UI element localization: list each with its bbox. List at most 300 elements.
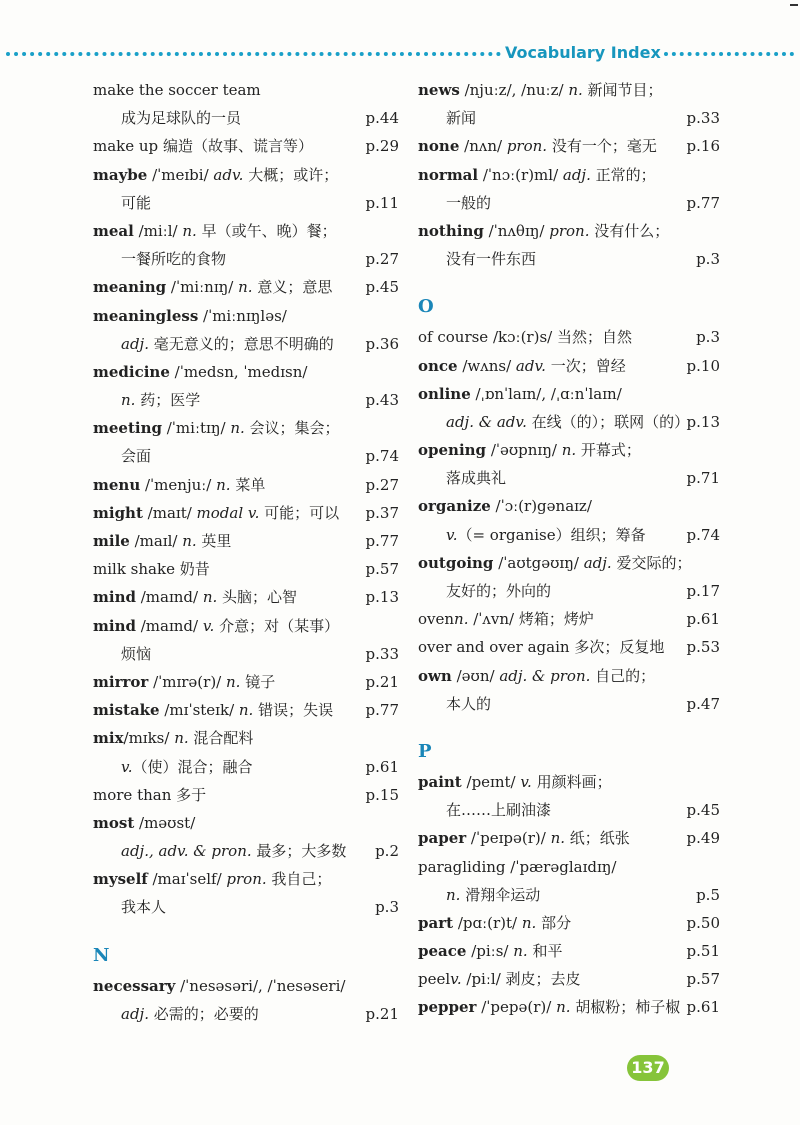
page-reference: p.57 bbox=[365, 560, 399, 579]
definition: 菜单 bbox=[230, 475, 266, 494]
pronunciation: /mɪˈsteɪk/ bbox=[159, 701, 239, 720]
part-of-speech: n. bbox=[561, 441, 577, 460]
headword: paragliding bbox=[418, 857, 506, 876]
definition: /ˈpærəglaɪdɪŋ/ bbox=[505, 857, 617, 876]
definition: 多于 bbox=[171, 785, 207, 804]
entry-line bbox=[418, 605, 720, 633]
headword: meeting bbox=[93, 419, 162, 438]
part-of-speech: n. bbox=[568, 81, 583, 99]
part-of-speech: n. bbox=[550, 829, 565, 848]
entry-line bbox=[418, 104, 720, 132]
definition: 友好的；外向的 bbox=[446, 582, 552, 600]
entry-line bbox=[418, 436, 720, 464]
part-of-speech: n. bbox=[226, 672, 241, 691]
index-entry bbox=[418, 132, 720, 160]
page-reference: p.49 bbox=[686, 829, 720, 848]
index-entry bbox=[93, 696, 399, 724]
pronunciation: /wʌns/ bbox=[457, 356, 516, 375]
entry-line bbox=[93, 76, 399, 104]
index-entry bbox=[93, 358, 399, 414]
page-reference: p.45 bbox=[686, 801, 720, 820]
entry-line bbox=[93, 865, 399, 893]
index-entry bbox=[93, 809, 399, 865]
definition: 奶昔 bbox=[174, 560, 210, 579]
definition: 落成典礼 bbox=[446, 469, 507, 488]
entry-line bbox=[93, 499, 399, 527]
page-number-badge: 137 bbox=[627, 1055, 669, 1081]
pronunciation: /ˈɔː(r)gənaɪz/ bbox=[490, 497, 592, 516]
section-letter: P bbox=[418, 740, 432, 762]
headword: of course bbox=[418, 328, 489, 347]
page-reference: p.74 bbox=[365, 447, 399, 466]
part-of-speech: v. bbox=[520, 772, 532, 791]
definition: 英里 bbox=[196, 532, 232, 550]
part-of-speech: n. bbox=[513, 942, 528, 961]
entry-line bbox=[418, 993, 720, 1021]
definition: 开幕式； bbox=[576, 441, 641, 460]
part-of-speech: adv. bbox=[515, 356, 546, 375]
definition: 新闻节目； bbox=[582, 81, 663, 99]
page-reference: p.50 bbox=[686, 913, 720, 932]
definition: 在……上刷油漆 bbox=[446, 801, 552, 820]
page-reference: p.13 bbox=[686, 412, 720, 431]
part-of-speech: pron. bbox=[506, 137, 548, 156]
page-reference: p.36 bbox=[365, 334, 399, 353]
part-of-speech: adj. bbox=[583, 553, 612, 572]
definition: 没有一件东西 bbox=[446, 250, 537, 269]
definition: 爱交际的； bbox=[611, 553, 692, 572]
definition: 介意；对（某事） bbox=[214, 616, 340, 635]
entry-line bbox=[93, 781, 399, 809]
entry-line bbox=[418, 549, 720, 577]
entry-line bbox=[418, 690, 720, 718]
index-entry bbox=[93, 76, 399, 104]
entry-line bbox=[418, 245, 720, 273]
headword: own bbox=[418, 666, 452, 685]
entry-line bbox=[418, 76, 720, 104]
index-entry bbox=[93, 104, 399, 132]
page-reference: p.33 bbox=[686, 109, 720, 128]
page-reference: p.77 bbox=[365, 532, 399, 550]
headword: necessary bbox=[93, 976, 176, 995]
entry-line bbox=[93, 753, 399, 781]
entry-line bbox=[93, 104, 399, 132]
part-of-speech: n. bbox=[238, 278, 253, 297]
headword: outgoing bbox=[418, 553, 494, 572]
entry-line bbox=[93, 132, 399, 160]
part-of-speech: v. bbox=[450, 970, 462, 989]
page-reference: p.21 bbox=[365, 672, 399, 691]
page-reference: p.57 bbox=[686, 970, 720, 989]
pronunciation: /ˈmeɪbi/ bbox=[147, 165, 214, 184]
headword: normal bbox=[418, 165, 479, 184]
page-reference: p.3 bbox=[375, 898, 399, 917]
part-of-speech: n. bbox=[121, 391, 136, 410]
definition: 错误；失误 bbox=[253, 701, 334, 720]
definition: 头脑；心智 bbox=[217, 588, 298, 607]
definition: 没有什么； bbox=[589, 221, 670, 240]
part-of-speech: n. bbox=[238, 701, 254, 720]
pronunciation: /maɪˈself/ bbox=[147, 870, 227, 889]
headword: paint bbox=[418, 772, 462, 791]
definition: 早（或午、晚）餐； bbox=[196, 221, 337, 240]
entry-line bbox=[418, 768, 720, 796]
definition: 和平 bbox=[527, 942, 563, 961]
headword: none bbox=[418, 137, 460, 156]
entry-line bbox=[418, 965, 720, 993]
headword: peace bbox=[418, 942, 467, 961]
page-reference: p.3 bbox=[696, 328, 720, 347]
part-of-speech: n. bbox=[182, 221, 197, 240]
definition: 一般的 bbox=[446, 193, 492, 212]
index-entry bbox=[93, 132, 399, 160]
pronunciation: /məʊst/ bbox=[134, 813, 196, 832]
part-of-speech: n. bbox=[174, 729, 189, 748]
part-of-speech: pron. bbox=[549, 221, 590, 240]
section-letter: O bbox=[418, 296, 434, 318]
entry-line bbox=[93, 837, 399, 865]
header-dots-right bbox=[664, 52, 794, 56]
page-reference: p.51 bbox=[686, 942, 720, 961]
page-reference: p.47 bbox=[686, 694, 720, 713]
part-of-speech: n. bbox=[202, 588, 218, 607]
definition: 一次；曾经 bbox=[545, 356, 626, 375]
entry-line bbox=[418, 464, 720, 492]
pronunciation: /ˈnʌθɪŋ/ bbox=[483, 221, 550, 240]
pronunciation: /ˈmɪrə(r)/ bbox=[148, 672, 227, 691]
pronunciation: /pɑː(r)t/ bbox=[453, 913, 522, 932]
headword: meaning bbox=[93, 278, 167, 297]
definition: 药；医学 bbox=[135, 391, 201, 410]
pronunciation: /maɪnd/ bbox=[135, 616, 203, 635]
definition: （使）混合；融合 bbox=[132, 757, 253, 776]
pronunciation: /njuːz/, /nuːz/ bbox=[459, 81, 569, 99]
definition: 纸；纸张 bbox=[565, 829, 630, 848]
index-entry bbox=[93, 583, 399, 611]
definition: 混合配料 bbox=[188, 729, 254, 748]
entry-line bbox=[93, 696, 399, 724]
definition: 多次；反复地 bbox=[569, 638, 665, 657]
headword: once bbox=[418, 356, 458, 375]
index-entry bbox=[418, 436, 720, 492]
definition: 毫无意义的；意思不明确的 bbox=[148, 334, 334, 353]
index-entry bbox=[418, 76, 720, 132]
part-of-speech: v. bbox=[121, 757, 133, 776]
entry-line bbox=[93, 640, 399, 668]
entry-line bbox=[418, 881, 720, 909]
definition: 剥皮；去皮 bbox=[505, 970, 581, 989]
page-reference: p.15 bbox=[365, 785, 399, 804]
page-reference: p.11 bbox=[365, 193, 399, 212]
index-entry bbox=[93, 527, 399, 555]
part-of-speech: n. bbox=[230, 419, 245, 438]
page-header bbox=[0, 40, 800, 66]
section-letter: N bbox=[93, 944, 110, 966]
part-of-speech: pron. bbox=[226, 870, 267, 889]
index-entry bbox=[93, 499, 399, 527]
headword: organize bbox=[418, 497, 491, 516]
page-reference: p.21 bbox=[365, 1004, 399, 1023]
corner-mark bbox=[790, 4, 798, 6]
definition: 我本人 bbox=[121, 898, 167, 917]
page-reference: p.5 bbox=[696, 885, 720, 904]
pronunciation: /maɪl/ bbox=[129, 532, 183, 550]
index-entry bbox=[418, 965, 720, 993]
index-entry bbox=[93, 414, 399, 470]
pronunciation: /peɪnt/ bbox=[461, 772, 521, 791]
entry-line bbox=[93, 1000, 399, 1028]
entry-line bbox=[93, 358, 399, 386]
index-entry bbox=[93, 781, 399, 809]
definition: 滑翔伞运动 bbox=[460, 885, 541, 904]
entry-line bbox=[93, 583, 399, 611]
headword: medicine bbox=[93, 362, 170, 381]
index-entry bbox=[93, 471, 399, 499]
index-entry bbox=[418, 662, 720, 718]
index-entry bbox=[93, 302, 399, 358]
entry-line bbox=[418, 909, 720, 937]
page-reference: p.29 bbox=[365, 137, 399, 156]
entry-line bbox=[418, 352, 720, 380]
page-reference: p.74 bbox=[686, 525, 720, 544]
pronunciation: /ˈaʊtgəʊɪŋ/ bbox=[493, 553, 584, 572]
column-right bbox=[418, 76, 720, 1022]
headword: mix bbox=[93, 729, 124, 748]
index-entry bbox=[418, 549, 720, 605]
pronunciation: /ˈpepə(r)/ bbox=[476, 998, 557, 1017]
part-of-speech: n. bbox=[182, 532, 197, 550]
pronunciation: /ˈmiːnɪŋləs/ bbox=[198, 306, 287, 325]
definition: 成为足球队的一员 bbox=[121, 109, 242, 128]
entry-line bbox=[418, 217, 720, 245]
entry-line bbox=[418, 408, 720, 436]
entry-line bbox=[418, 521, 720, 549]
part-of-speech: adj. bbox=[121, 1004, 149, 1023]
headword: maybe bbox=[93, 165, 148, 184]
page-reference: p.3 bbox=[696, 250, 720, 269]
index-entry bbox=[93, 612, 399, 668]
index-entry bbox=[418, 217, 720, 273]
definition: 可能；可以 bbox=[259, 503, 340, 522]
index-entry bbox=[93, 724, 399, 780]
entry-line bbox=[418, 161, 720, 189]
headword: mile bbox=[93, 532, 130, 550]
definition: 编造（故事、谎言等） bbox=[158, 137, 313, 156]
index-entry bbox=[93, 668, 399, 696]
headword: mistake bbox=[93, 701, 160, 720]
headword: make up bbox=[93, 137, 159, 156]
headword: mind bbox=[93, 616, 136, 635]
pronunciation: /ˈpeɪpə(r)/ bbox=[466, 829, 551, 848]
pronunciation: /miːl/ bbox=[133, 221, 183, 240]
index-entry bbox=[418, 937, 720, 965]
index-entry bbox=[418, 605, 720, 633]
headword: mirror bbox=[93, 672, 149, 691]
pronunciation: /ˈmiːnɪŋ/ bbox=[166, 278, 239, 297]
definition: 意义；意思 bbox=[252, 278, 333, 297]
page-reference: p.61 bbox=[686, 998, 720, 1017]
part-of-speech: adj. & pron. bbox=[499, 666, 591, 685]
entry-line bbox=[418, 323, 720, 351]
index-entry bbox=[418, 853, 720, 909]
header-dots-left bbox=[6, 52, 501, 56]
part-of-speech: n. bbox=[216, 475, 231, 494]
definition: 必需的；必要的 bbox=[148, 1004, 259, 1023]
pronunciation: /piːs/ bbox=[466, 942, 514, 961]
entry-line bbox=[93, 217, 399, 245]
page-reference: p.10 bbox=[686, 356, 720, 375]
definition: （= organise）组织；筹备 bbox=[457, 525, 646, 544]
definition: /piːl/ bbox=[461, 970, 506, 989]
page-reference: p.61 bbox=[686, 610, 720, 629]
pronunciation: /maɪnd/ bbox=[135, 588, 203, 607]
definition: 胡椒粉；柿子椒 bbox=[570, 998, 681, 1017]
entry-line bbox=[418, 937, 720, 965]
headword: make the soccer team bbox=[93, 81, 261, 99]
headword: part bbox=[418, 913, 454, 932]
definition: 会面 bbox=[121, 447, 152, 466]
entry-line bbox=[418, 492, 720, 520]
definition: 可能 bbox=[121, 193, 152, 212]
headword: mind bbox=[93, 588, 136, 607]
entry-line bbox=[93, 893, 399, 921]
part-of-speech: n. bbox=[454, 610, 469, 629]
entry-line bbox=[418, 796, 720, 824]
pronunciation: /ˈmenjuː/ bbox=[140, 475, 217, 494]
index-entry bbox=[418, 161, 720, 217]
definition: /ˈʌvn/ bbox=[468, 610, 519, 629]
headword: oven bbox=[418, 610, 455, 629]
page-reference: p.16 bbox=[686, 137, 720, 156]
entry-line bbox=[93, 471, 399, 499]
definition: 部分 bbox=[536, 913, 572, 932]
part-of-speech: adj., adv. & pron. bbox=[121, 842, 252, 861]
pronunciation: /ˌɒnˈlaɪn/, /ˌɑːnˈlaɪn/ bbox=[470, 384, 622, 403]
entry-line bbox=[93, 302, 399, 330]
page-reference: p.37 bbox=[365, 503, 399, 522]
headword: news bbox=[418, 81, 460, 99]
page-reference: p.44 bbox=[365, 109, 399, 128]
headword: pepper bbox=[418, 998, 477, 1017]
definition: 烤箱；烤炉 bbox=[518, 610, 594, 629]
entry-line bbox=[93, 189, 399, 217]
entry-line bbox=[418, 380, 720, 408]
entry-line bbox=[418, 189, 720, 217]
entry-line bbox=[93, 555, 399, 583]
definition: 新闻 bbox=[446, 109, 477, 128]
headword: milk shake bbox=[93, 560, 175, 579]
index-entry bbox=[418, 323, 720, 351]
definition: 烦恼 bbox=[121, 644, 152, 663]
entry-line bbox=[418, 633, 720, 661]
index-entry bbox=[418, 380, 720, 436]
page-reference: p.2 bbox=[375, 842, 399, 861]
page-reference: p.77 bbox=[365, 701, 399, 720]
index-entry bbox=[418, 492, 720, 548]
index-entry bbox=[93, 555, 399, 583]
entry-line bbox=[93, 273, 399, 301]
page-reference: p.77 bbox=[686, 193, 720, 212]
entry-line bbox=[93, 386, 399, 414]
part-of-speech: n. bbox=[556, 998, 571, 1017]
headword: most bbox=[93, 813, 135, 832]
entry-line bbox=[93, 330, 399, 358]
page-reference: p.71 bbox=[686, 469, 720, 488]
definition: 会议；集会； bbox=[244, 419, 340, 438]
entry-line bbox=[93, 612, 399, 640]
part-of-speech: modal v. bbox=[196, 503, 260, 522]
page-reference: p.17 bbox=[686, 582, 720, 600]
headword: peel bbox=[418, 970, 451, 989]
headword: paper bbox=[418, 829, 467, 848]
definition: 本人的 bbox=[446, 694, 492, 713]
page-reference: p.13 bbox=[365, 588, 399, 607]
definition: /kɔː(r)s/ 当然；自然 bbox=[488, 328, 632, 347]
page-reference: p.27 bbox=[365, 250, 399, 269]
pronunciation: /ˈnɔː(r)ml/ bbox=[478, 165, 563, 184]
headword: online bbox=[418, 384, 471, 403]
headword: over and over again bbox=[418, 638, 570, 657]
part-of-speech: v. bbox=[202, 616, 215, 635]
pronunciation: /ˈmedsn, ˈmedɪsn/ bbox=[169, 362, 308, 381]
part-of-speech: adj. bbox=[562, 165, 591, 184]
headword: might bbox=[93, 503, 143, 522]
entry-line bbox=[93, 245, 399, 273]
entry-line bbox=[418, 662, 720, 690]
page-reference: p.27 bbox=[365, 475, 399, 494]
page-title: Vocabulary Index bbox=[505, 43, 661, 62]
index-entry bbox=[93, 161, 399, 217]
entry-line bbox=[93, 527, 399, 555]
pronunciation: /maɪt/ bbox=[142, 503, 197, 522]
page-reference: p.53 bbox=[686, 638, 720, 657]
headword: menu bbox=[93, 475, 141, 494]
definition: 最多；大多数 bbox=[251, 842, 347, 861]
entry-line bbox=[93, 972, 399, 1000]
part-of-speech: adj. & adv. bbox=[446, 412, 527, 431]
index-entry bbox=[418, 993, 720, 1021]
part-of-speech: n. bbox=[521, 913, 537, 932]
definition: 没有一个；毫无 bbox=[547, 137, 657, 156]
part-of-speech: v. bbox=[446, 525, 458, 544]
definition: 我自己； bbox=[266, 870, 332, 889]
entry-line bbox=[93, 668, 399, 696]
column-left bbox=[93, 76, 399, 1028]
definition: 在线（的）；联网（的） bbox=[526, 412, 690, 431]
index-entry bbox=[418, 909, 720, 937]
pronunciation: /ˈnesəsəri/, /ˈnesəseri/ bbox=[175, 976, 346, 995]
entry-line bbox=[93, 161, 399, 189]
index-entry bbox=[93, 273, 399, 301]
definition: 自己的； bbox=[590, 666, 656, 685]
entry-line bbox=[418, 132, 720, 160]
pronunciation: /mɪks/ bbox=[123, 729, 175, 748]
page-reference: p.43 bbox=[365, 391, 399, 410]
page-reference: p.61 bbox=[365, 757, 399, 776]
pronunciation: /ˈmiːtɪŋ/ bbox=[161, 419, 231, 438]
entry-line bbox=[93, 442, 399, 470]
definition: 正常的； bbox=[590, 165, 656, 184]
headword: meaningless bbox=[93, 306, 199, 325]
definition: 用颜料画； bbox=[531, 772, 612, 791]
definition: 大概；或许； bbox=[243, 165, 339, 184]
index-entry bbox=[418, 633, 720, 661]
part-of-speech: n. bbox=[446, 885, 461, 904]
pronunciation: /ˈəʊpnɪŋ/ bbox=[486, 441, 562, 460]
page-reference: p.33 bbox=[365, 644, 399, 663]
entry-line bbox=[93, 414, 399, 442]
pronunciation: /nʌn/ bbox=[459, 137, 507, 156]
